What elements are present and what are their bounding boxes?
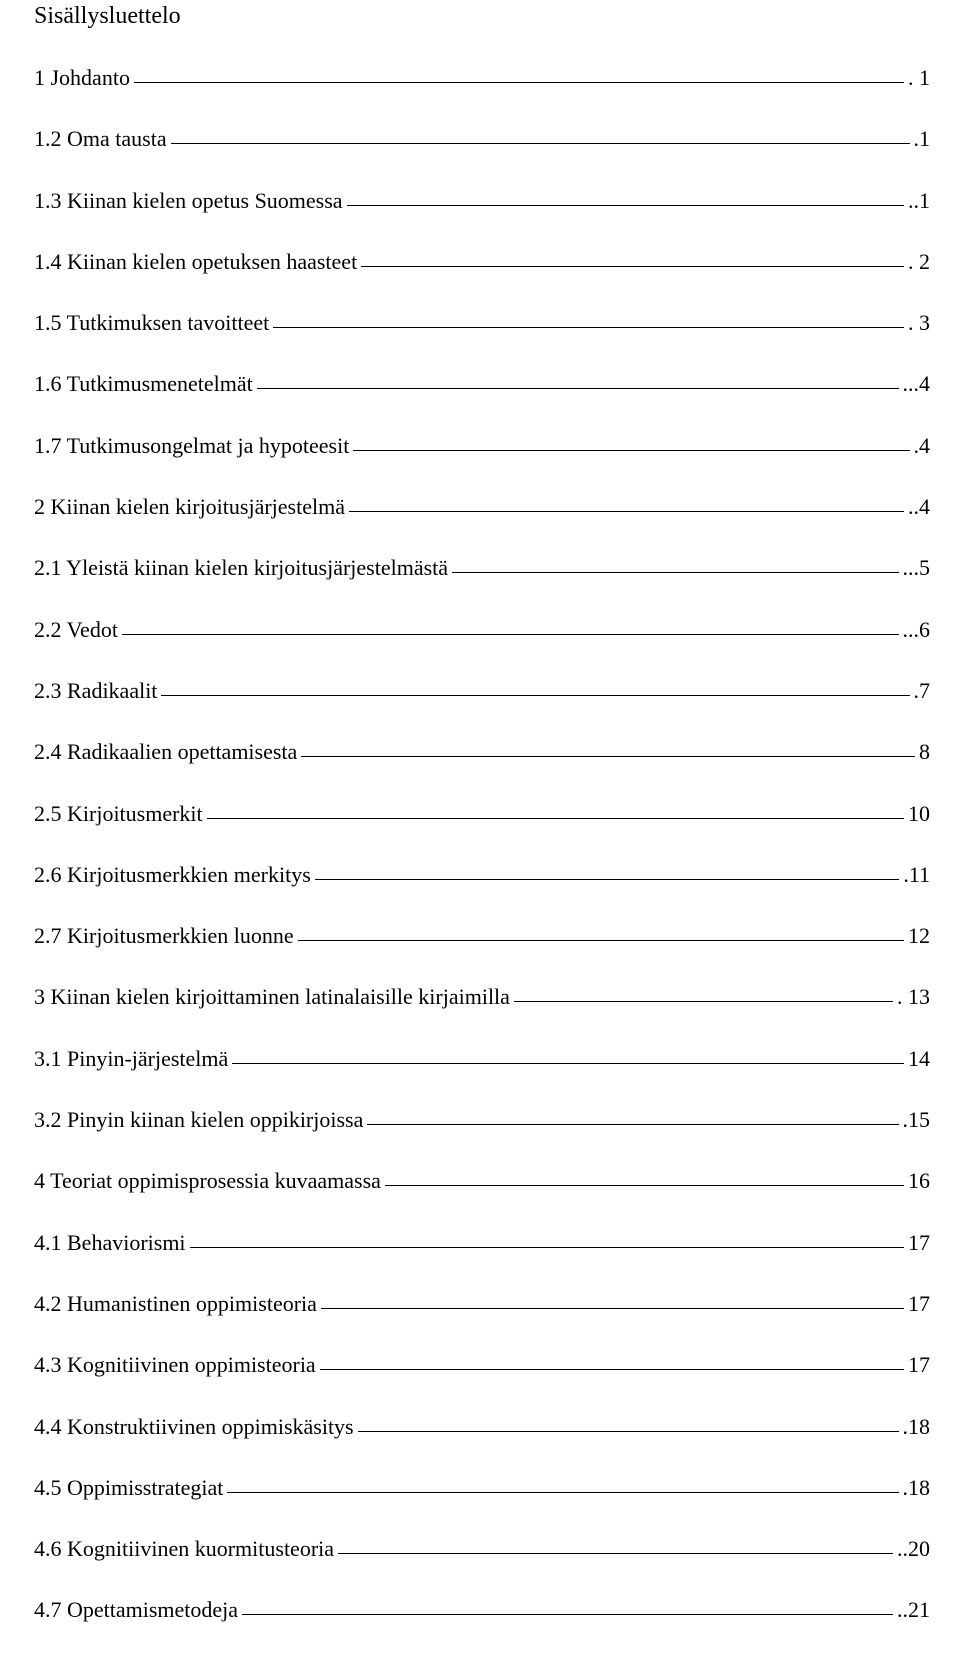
dot-leader <box>273 326 904 328</box>
dot-leader <box>353 449 909 451</box>
toc-entry-page: .1 <box>913 126 930 152</box>
toc-entry-page: .18 <box>902 1474 930 1500</box>
toc-entry <box>34 614 930 675</box>
toc-entry-page: ..21 <box>897 1597 930 1623</box>
toc-entry <box>34 1594 930 1655</box>
toc-entry-label: 4.6 Kognitiivinen kuormitusteoria <box>34 1536 335 1562</box>
toc-entry <box>34 246 930 307</box>
toc-entry-label: 1.5 Tutkimuksen tavoitteet <box>34 310 270 336</box>
dot-leader <box>232 1062 904 1064</box>
toc-entry-page: .11 <box>903 861 930 887</box>
toc-entry <box>34 675 930 736</box>
toc-entry-page: 10 <box>908 800 930 826</box>
toc-entry-page: 8 <box>919 739 930 765</box>
toc-entry-page: .7 <box>913 677 930 703</box>
dot-leader <box>514 1000 893 1002</box>
toc-entry <box>34 981 930 1042</box>
toc-entry-label: 1 Johdanto <box>34 65 130 90</box>
toc-entry-label: 1.3 Kiinan kielen opetus Suomessa <box>34 187 343 213</box>
toc-entry <box>34 1349 930 1410</box>
toc-entry <box>34 1104 930 1165</box>
dot-leader <box>227 1491 898 1493</box>
toc-entry-page: 17 <box>908 1229 930 1255</box>
dot-leader <box>301 755 915 757</box>
toc-entry-page: ...4 <box>902 371 930 397</box>
toc-entry-page: ..4 <box>908 494 930 520</box>
toc-entry <box>34 1472 930 1533</box>
toc-entry-label: 4 Teoriat oppimisprosessia kuvaamassa <box>34 1168 381 1194</box>
dot-leader <box>385 1184 904 1186</box>
toc-entry <box>34 430 930 491</box>
toc-entry <box>34 736 930 797</box>
toc-entry-label: 1.2 Oma tausta <box>34 126 167 152</box>
dot-leader <box>367 1123 898 1125</box>
toc-entry-label: 4.4 Konstruktiivinen oppimiskäsitys <box>34 1413 354 1439</box>
dot-leader <box>452 571 898 573</box>
toc-entry-label: 4.5 Oppimisstrategiat <box>34 1474 224 1500</box>
toc-entry <box>34 1165 930 1226</box>
toc-entry-page: . 2 <box>908 248 930 274</box>
dot-leader <box>161 694 909 696</box>
toc-entry <box>34 1227 930 1288</box>
dot-leader <box>349 510 904 512</box>
toc-entry <box>34 1533 930 1594</box>
toc-title: Sisällysluettelo <box>34 3 181 29</box>
toc-entry <box>34 491 930 552</box>
dot-leader <box>171 142 910 144</box>
toc-entry-label: 4.2 Humanistinen oppimisteoria <box>34 1290 317 1316</box>
dot-leader <box>122 633 899 635</box>
toc-entry-label: 2.7 Kirjoitusmerkkien luonne <box>34 923 294 949</box>
toc-entry <box>34 798 930 859</box>
toc-entry-label: 1.7 Tutkimusongelmat ja hypoteesit <box>34 432 350 458</box>
toc-entry-page: . 1 <box>908 65 930 90</box>
toc-entry-label: 3.1 Pinyin-järjestelmä <box>34 1045 229 1071</box>
toc-entry-page: 17 <box>908 1290 930 1316</box>
toc-list <box>34 62 930 1656</box>
dot-leader <box>190 1246 904 1248</box>
toc-entry-label: 3.2 Pinyin kiinan kielen oppikirjoissa <box>34 1107 364 1133</box>
toc-entry <box>34 1288 930 1349</box>
dot-leader <box>358 1430 899 1432</box>
toc-entry <box>34 1043 930 1104</box>
toc-entry <box>34 307 930 368</box>
dot-leader <box>315 878 900 880</box>
toc-entry-page: . 3 <box>908 310 930 336</box>
dot-leader <box>134 81 904 83</box>
toc-entry-label: 2.2 Vedot <box>34 616 118 642</box>
toc-entry-label: 2.4 Radikaalien opettamisesta <box>34 739 298 765</box>
toc-entry-page: ..1 <box>908 187 930 213</box>
toc-entry-page: .18 <box>902 1413 930 1439</box>
dot-leader <box>257 387 899 389</box>
dot-leader <box>338 1552 893 1554</box>
toc-entry-page: .15 <box>902 1107 930 1133</box>
dot-leader <box>298 939 904 941</box>
toc-entry-page: 12 <box>908 923 930 949</box>
toc-entry-label: 1.4 Kiinan kielen opetuksen haasteet <box>34 248 358 274</box>
toc-entry-label: 4.1 Behaviorismi <box>34 1229 186 1255</box>
dot-leader <box>321 1307 904 1309</box>
toc-entry <box>34 920 930 981</box>
toc-entry <box>34 185 930 246</box>
toc-entry-page: .4 <box>913 432 930 458</box>
toc-entry-label: 4.3 Kognitiivinen oppimisteoria <box>34 1352 316 1378</box>
toc-entry-label: 2.5 Kirjoitusmerkit <box>34 800 203 826</box>
toc-entry-label: 2 Kiinan kielen kirjoitusjärjestelmä <box>34 494 345 520</box>
toc-entry-label: 4.7 Opettamismetodeja <box>34 1597 239 1623</box>
toc-entry-page: 16 <box>908 1168 930 1194</box>
toc-entry <box>34 62 930 123</box>
toc-entry-page: 14 <box>908 1045 930 1071</box>
toc-entry <box>34 552 930 613</box>
toc-entry-page: ..20 <box>897 1536 930 1562</box>
toc-entry-label: 3 Kiinan kielen kirjoittaminen latinalaisille kirjaimilla <box>34 984 510 1010</box>
dot-leader <box>320 1368 904 1370</box>
toc-entry-label: 1.6 Tutkimusmenetelmät <box>34 371 253 397</box>
toc-entry <box>34 1411 930 1472</box>
toc-entry-label: 2.3 Radikaalit <box>34 677 158 703</box>
toc-entry-page: ...5 <box>902 555 930 581</box>
dot-leader <box>207 817 904 819</box>
dot-leader <box>347 204 904 206</box>
toc-entry <box>34 123 930 184</box>
toc-entry <box>34 368 930 429</box>
toc-entry <box>34 859 930 920</box>
dot-leader <box>242 1613 893 1615</box>
toc-entry-page: ...6 <box>902 616 930 642</box>
dot-leader <box>361 265 904 267</box>
toc-entry-page: 17 <box>908 1352 930 1378</box>
toc-entry-page: . 13 <box>897 984 930 1010</box>
toc-entry-label: 2.1 Yleistä kiinan kielen kirjoitusjärjestelmästä <box>34 555 449 581</box>
toc-entry-label: 2.6 Kirjoitusmerkkien merkitys <box>34 861 311 887</box>
